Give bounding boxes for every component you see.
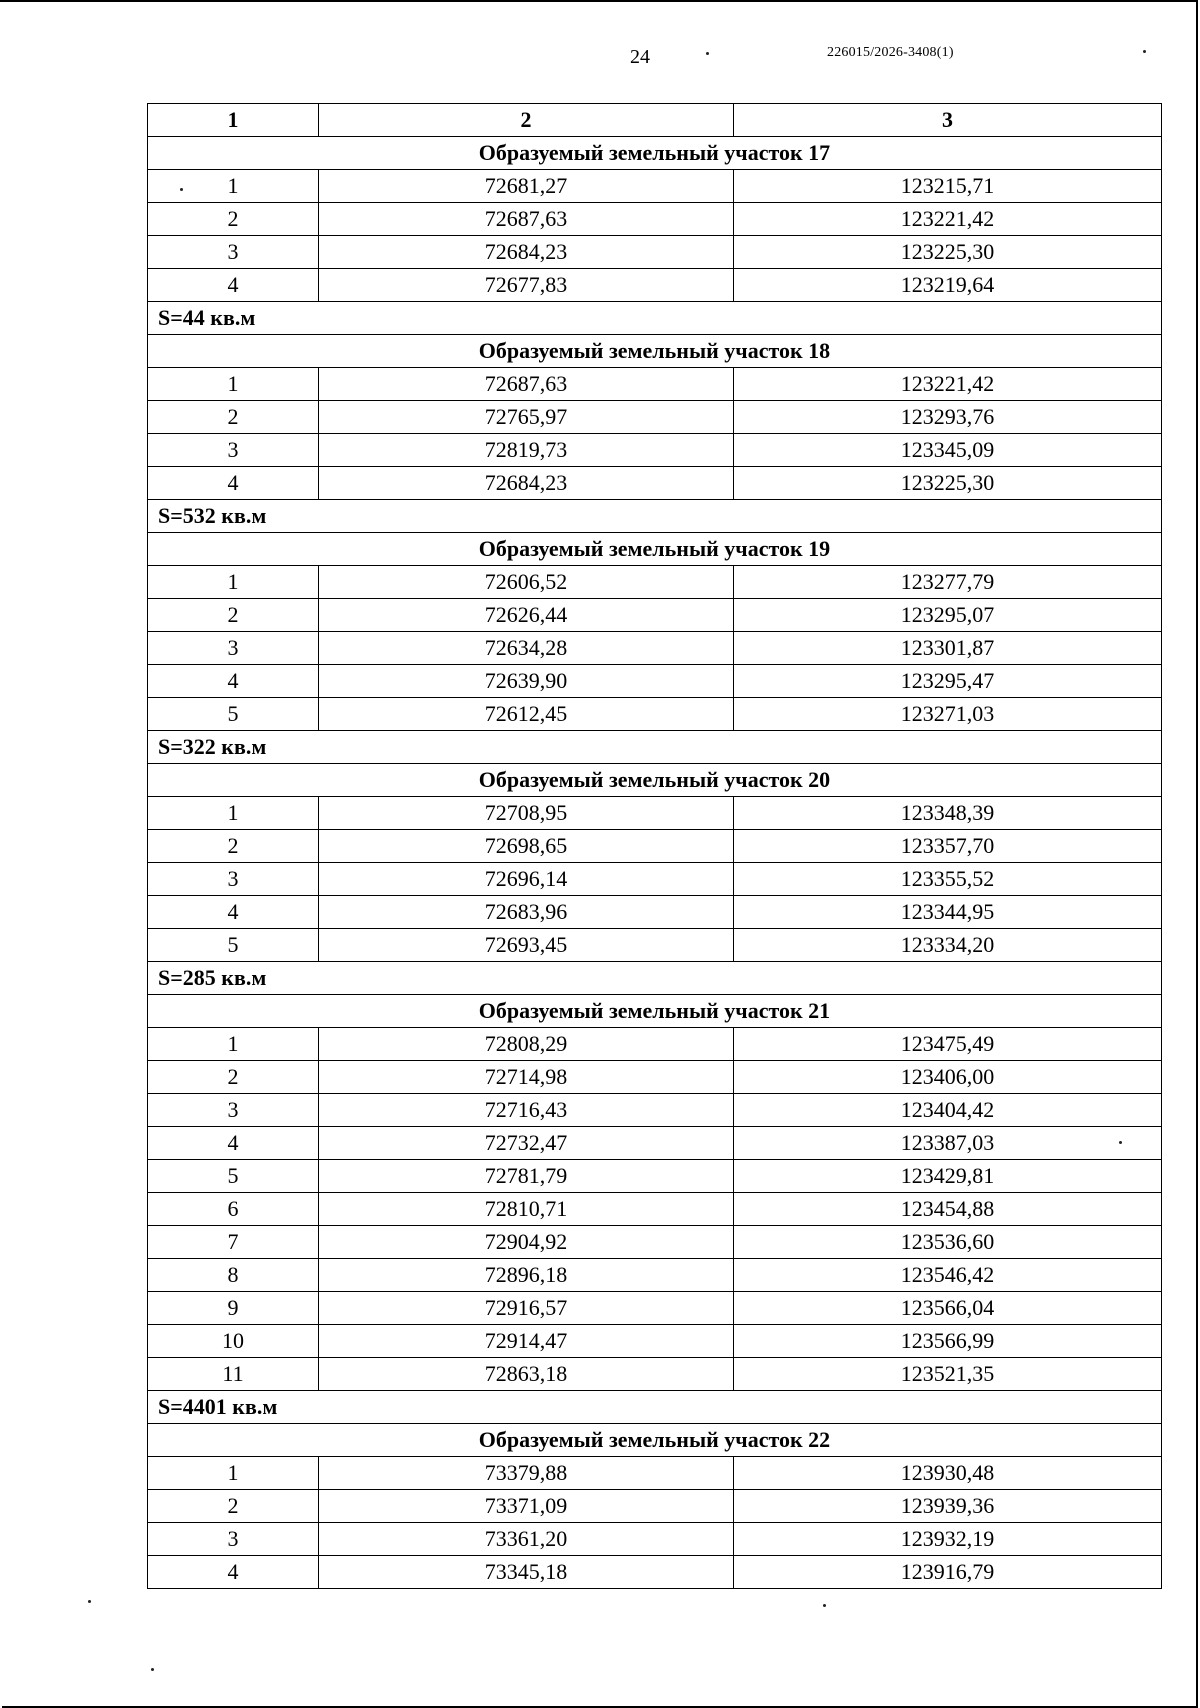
x-coordinate-cell: 72677,83 <box>319 269 734 302</box>
table-row <box>148 1259 1162 1292</box>
y-coordinate-cell: 123932,19 <box>734 1523 1162 1556</box>
y-coordinate-cell: 123521,35 <box>734 1358 1162 1391</box>
x-coordinate-cell: 72684,23 <box>319 467 734 500</box>
table-row <box>148 1193 1162 1226</box>
table-row <box>148 467 1162 500</box>
table-row <box>148 401 1162 434</box>
y-coordinate-cell: 123334,20 <box>734 929 1162 962</box>
scan-speck <box>151 1668 154 1671</box>
y-coordinate-cell: 123930,48 <box>734 1457 1162 1490</box>
x-coordinate-cell: 72904,92 <box>319 1226 734 1259</box>
y-coordinate-cell: 123225,30 <box>734 236 1162 269</box>
point-number-cell: 1 <box>148 566 319 599</box>
section-title-row <box>148 533 1162 566</box>
table-row <box>148 368 1162 401</box>
point-number-cell: 1 <box>148 797 319 830</box>
point-number-cell: 2 <box>148 830 319 863</box>
point-number-cell: 2 <box>148 401 319 434</box>
point-number-cell: 10 <box>148 1325 319 1358</box>
table-row <box>148 665 1162 698</box>
table-row <box>148 896 1162 929</box>
point-number-cell: 1 <box>148 170 319 203</box>
table-row <box>148 1523 1162 1556</box>
area-value: S=285 кв.м <box>148 962 1162 995</box>
section-title: Образуемый земельный участок 22 <box>148 1424 1162 1457</box>
y-coordinate-cell: 123221,42 <box>734 203 1162 236</box>
table-row <box>148 1292 1162 1325</box>
point-number-cell: 3 <box>148 1523 319 1556</box>
x-coordinate-cell: 72684,23 <box>319 236 734 269</box>
section-title-row <box>148 995 1162 1028</box>
x-coordinate-cell: 72819,73 <box>319 434 734 467</box>
point-number-cell: 4 <box>148 896 319 929</box>
table-row <box>148 1358 1162 1391</box>
point-number-cell: 2 <box>148 599 319 632</box>
table-row <box>148 170 1162 203</box>
x-coordinate-cell: 72639,90 <box>319 665 734 698</box>
point-number-cell: 1 <box>148 1457 319 1490</box>
section-title-row <box>148 764 1162 797</box>
x-coordinate-cell: 72896,18 <box>319 1259 734 1292</box>
section-title: Образуемый земельный участок 21 <box>148 995 1162 1028</box>
y-coordinate-cell: 123295,47 <box>734 665 1162 698</box>
area-value: S=532 кв.м <box>148 500 1162 533</box>
y-coordinate-cell: 123277,79 <box>734 566 1162 599</box>
x-coordinate-cell: 72683,96 <box>319 896 734 929</box>
table-row <box>148 863 1162 896</box>
y-coordinate-cell: 123355,52 <box>734 863 1162 896</box>
y-coordinate-cell: 123345,09 <box>734 434 1162 467</box>
table-row <box>148 797 1162 830</box>
y-coordinate-cell: 123566,04 <box>734 1292 1162 1325</box>
point-number-cell: 4 <box>148 269 319 302</box>
point-number-cell: 4 <box>148 1556 319 1589</box>
y-coordinate-cell: 123225,30 <box>734 467 1162 500</box>
header-row <box>148 104 1162 137</box>
x-coordinate-cell: 73379,88 <box>319 1457 734 1490</box>
x-coordinate-cell: 72606,52 <box>319 566 734 599</box>
point-number-cell: 5 <box>148 929 319 962</box>
section-title-row <box>148 137 1162 170</box>
section-title: Образуемый земельный участок 17 <box>148 137 1162 170</box>
point-number-cell: 2 <box>148 1061 319 1094</box>
point-number-cell: 4 <box>148 467 319 500</box>
y-coordinate-cell: 123344,95 <box>734 896 1162 929</box>
x-coordinate-cell: 72916,57 <box>319 1292 734 1325</box>
table-row <box>148 1127 1162 1160</box>
section-title: Образуемый земельный участок 19 <box>148 533 1162 566</box>
x-coordinate-cell: 72681,27 <box>319 170 734 203</box>
point-number-cell: 8 <box>148 1259 319 1292</box>
x-coordinate-cell: 72714,98 <box>319 1061 734 1094</box>
x-coordinate-cell: 72781,79 <box>319 1160 734 1193</box>
area-row <box>148 500 1162 533</box>
y-coordinate-cell: 123271,03 <box>734 698 1162 731</box>
table-row <box>148 1028 1162 1061</box>
table-row <box>148 1061 1162 1094</box>
table-row <box>148 1325 1162 1358</box>
point-number-cell: 2 <box>148 203 319 236</box>
area-row <box>148 731 1162 764</box>
area-value: S=4401 кв.м <box>148 1391 1162 1424</box>
area-value: S=322 кв.м <box>148 731 1162 764</box>
y-coordinate-cell: 123406,00 <box>734 1061 1162 1094</box>
y-coordinate-cell: 123475,49 <box>734 1028 1162 1061</box>
x-coordinate-cell: 73371,09 <box>319 1490 734 1523</box>
point-number-cell: 11 <box>148 1358 319 1391</box>
y-coordinate-cell: 123916,79 <box>734 1556 1162 1589</box>
table-row <box>148 1226 1162 1259</box>
x-coordinate-cell: 72863,18 <box>319 1358 734 1391</box>
point-number-cell: 3 <box>148 236 319 269</box>
table-row <box>148 929 1162 962</box>
table-row <box>148 1160 1162 1193</box>
header-cell: 3 <box>734 104 1162 137</box>
point-number-cell: 1 <box>148 368 319 401</box>
table-row <box>148 1094 1162 1127</box>
y-coordinate-cell: 123219,64 <box>734 269 1162 302</box>
point-number-cell: 2 <box>148 1490 319 1523</box>
point-number-cell: 7 <box>148 1226 319 1259</box>
y-coordinate-cell: 123215,71 <box>734 170 1162 203</box>
x-coordinate-cell: 72696,14 <box>319 863 734 896</box>
section-title: Образуемый земельный участок 20 <box>148 764 1162 797</box>
y-coordinate-cell: 123295,07 <box>734 599 1162 632</box>
page-number: 24 <box>630 46 650 68</box>
table-row <box>148 269 1162 302</box>
point-number-cell: 9 <box>148 1292 319 1325</box>
x-coordinate-cell: 72708,95 <box>319 797 734 830</box>
point-number-cell: 1 <box>148 1028 319 1061</box>
point-number-cell: 5 <box>148 698 319 731</box>
x-coordinate-cell: 73361,20 <box>319 1523 734 1556</box>
y-coordinate-cell: 123348,39 <box>734 797 1162 830</box>
table-row <box>148 632 1162 665</box>
header-cell: 2 <box>319 104 734 137</box>
y-coordinate-cell: 123429,81 <box>734 1160 1162 1193</box>
document-id: 226015/2026-3408(1) <box>827 45 954 60</box>
area-value: S=44 кв.м <box>148 302 1162 335</box>
y-coordinate-cell: 123357,70 <box>734 830 1162 863</box>
point-number-cell: 3 <box>148 434 319 467</box>
header-cell: 1 <box>148 104 319 137</box>
x-coordinate-cell: 72687,63 <box>319 368 734 401</box>
point-number-cell: 3 <box>148 863 319 896</box>
y-coordinate-cell: 123566,99 <box>734 1325 1162 1358</box>
point-number-cell: 6 <box>148 1193 319 1226</box>
x-coordinate-cell: 72914,47 <box>319 1325 734 1358</box>
table-row <box>148 203 1162 236</box>
point-number-cell: 4 <box>148 1127 319 1160</box>
x-coordinate-cell: 72732,47 <box>319 1127 734 1160</box>
table-row <box>148 566 1162 599</box>
point-number-cell: 5 <box>148 1160 319 1193</box>
x-coordinate-cell: 72612,45 <box>319 698 734 731</box>
scan-speck <box>88 1600 91 1603</box>
y-coordinate-cell: 123939,36 <box>734 1490 1162 1523</box>
point-number-cell: 4 <box>148 665 319 698</box>
scan-speck <box>706 52 709 55</box>
section-title-row <box>148 1424 1162 1457</box>
y-coordinate-cell: 123404,42 <box>734 1094 1162 1127</box>
scan-speck <box>823 1604 826 1607</box>
x-coordinate-cell: 72716,43 <box>319 1094 734 1127</box>
y-coordinate-cell: 123536,60 <box>734 1226 1162 1259</box>
table-row <box>148 1556 1162 1589</box>
area-row <box>148 962 1162 995</box>
x-coordinate-cell: 72810,71 <box>319 1193 734 1226</box>
x-coordinate-cell: 72693,45 <box>319 929 734 962</box>
scan-speck <box>1143 50 1146 53</box>
coordinates-table-body <box>148 104 1162 1589</box>
y-coordinate-cell: 123301,87 <box>734 632 1162 665</box>
table-row <box>148 830 1162 863</box>
table-row <box>148 434 1162 467</box>
area-row <box>148 302 1162 335</box>
point-number-cell: 3 <box>148 632 319 665</box>
coordinates-table <box>147 103 1162 1589</box>
table-row <box>148 599 1162 632</box>
y-coordinate-cell: 123454,88 <box>734 1193 1162 1226</box>
table-row <box>148 236 1162 269</box>
y-coordinate-cell: 123546,42 <box>734 1259 1162 1292</box>
y-coordinate-cell: 123293,76 <box>734 401 1162 434</box>
x-coordinate-cell: 72808,29 <box>319 1028 734 1061</box>
x-coordinate-cell: 72698,65 <box>319 830 734 863</box>
section-title-row <box>148 335 1162 368</box>
y-coordinate-cell: 123387,03 <box>734 1127 1162 1160</box>
x-coordinate-cell: 72765,97 <box>319 401 734 434</box>
table-row <box>148 698 1162 731</box>
table-row <box>148 1457 1162 1490</box>
y-coordinate-cell: 123221,42 <box>734 368 1162 401</box>
area-row <box>148 1391 1162 1424</box>
x-coordinate-cell: 72687,63 <box>319 203 734 236</box>
x-coordinate-cell: 72634,28 <box>319 632 734 665</box>
table-row <box>148 1490 1162 1523</box>
section-title: Образуемый земельный участок 18 <box>148 335 1162 368</box>
x-coordinate-cell: 72626,44 <box>319 599 734 632</box>
x-coordinate-cell: 73345,18 <box>319 1556 734 1589</box>
point-number-cell: 3 <box>148 1094 319 1127</box>
